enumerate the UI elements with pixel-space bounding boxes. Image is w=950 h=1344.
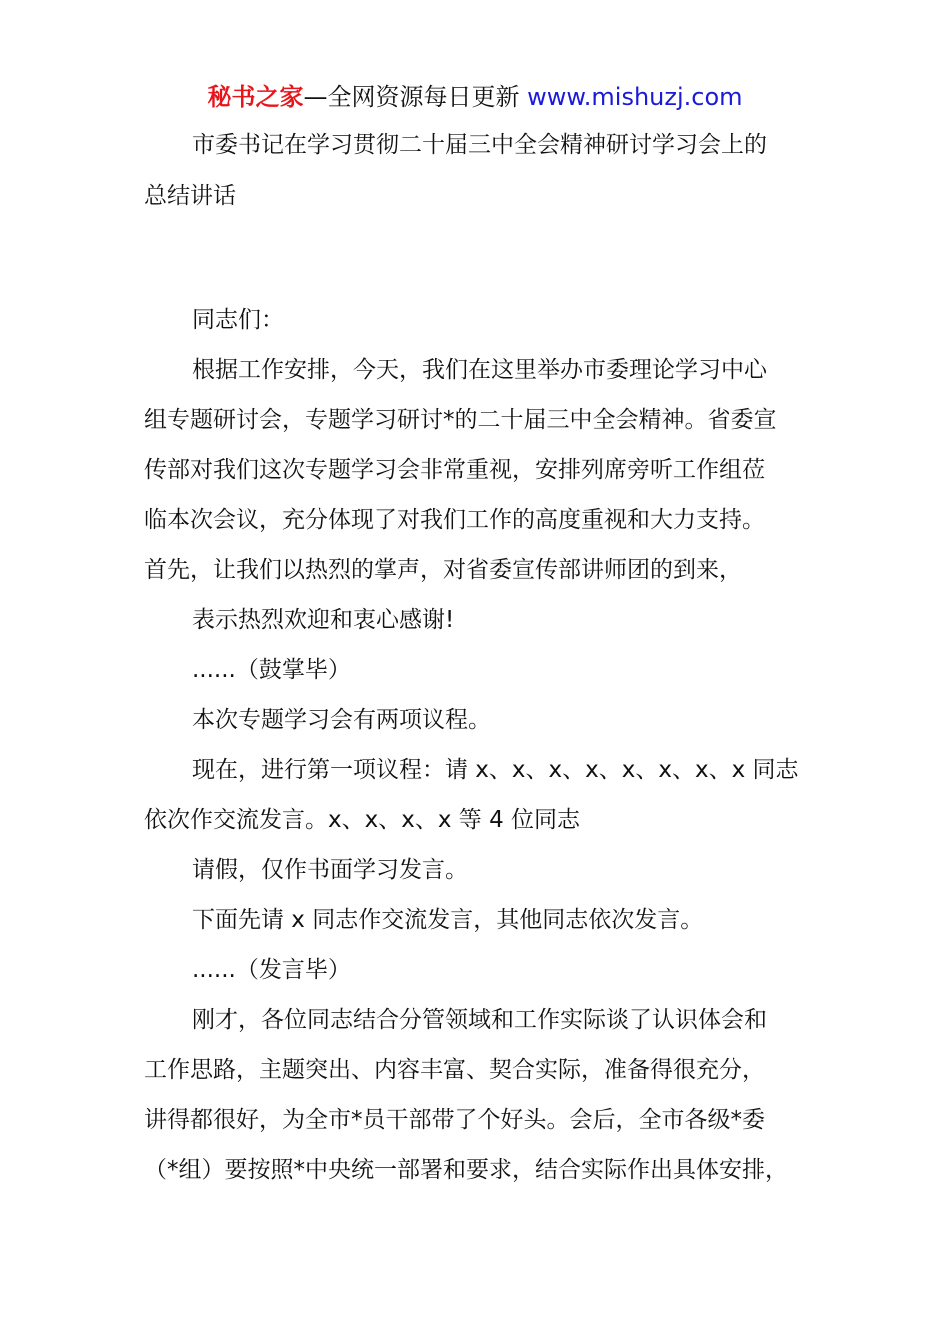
site-url-link[interactable]: www.mishuzj.com — [527, 83, 743, 111]
brand-name: 秘书之家 — [207, 83, 304, 111]
paragraph-line: 工作思路，主题突出、内容丰富、契合实际，准备得很充分， — [144, 1057, 765, 1083]
paragraph-line: 下面先请 x 同志作交流发言，其他同志依次发言。 — [192, 907, 704, 933]
paragraph-line: 依次作交流发言。x、x、x、x 等 4 位同志 — [144, 807, 581, 833]
paragraph-line: 请假，仅作书面学习发言。 — [192, 857, 468, 883]
paragraph-line: （*组）要按照*中央统一部署和要求，结合实际作出具体安排， — [144, 1157, 788, 1183]
paragraph-line: 表示热烈欢迎和衷心感谢! — [192, 607, 455, 633]
site-header — [0, 80, 950, 114]
title-line-1: 市委书记在学习贯彻二十届三中全会精神研讨学习会上的 — [192, 132, 767, 158]
paragraph-line: 临本次会议，充分体现了对我们工作的高度重视和大力支持。 — [144, 507, 765, 533]
paragraph-line: 现在，进行第一项议程：请 x、x、x、x、x、x、x、x 同志 — [192, 757, 799, 783]
stage-direction: ......（发言毕） — [192, 957, 351, 983]
salutation: 同志们： — [192, 307, 284, 333]
header-tagline: —全网资源每日更新 — [303, 83, 520, 111]
paragraph-line: 讲得都很好，为全市*员干部带了个好头。会后，全市各级*委 — [144, 1107, 765, 1133]
paragraph-line: 传部对我们这次专题学习会非常重视，安排列席旁听工作组莅 — [144, 457, 765, 483]
title-line-2: 总结讲话 — [144, 183, 236, 209]
paragraph-line: 首先，让我们以热烈的掌声，对省委宣传部讲师团的到来， — [144, 557, 742, 583]
paragraph-line: 刚才，各位同志结合分管领域和工作实际谈了认识体会和 — [192, 1007, 767, 1033]
stage-direction: ......（鼓掌毕） — [192, 657, 351, 683]
paragraph-line: 根据工作安排，今天，我们在这里举办市委理论学习中心 — [192, 357, 767, 383]
paragraph-line: 组专题研讨会，专题学习研讨*的二十届三中全会精神。省委宣 — [144, 407, 777, 433]
paragraph-line: 本次专题学习会有两项议程。 — [192, 707, 491, 733]
